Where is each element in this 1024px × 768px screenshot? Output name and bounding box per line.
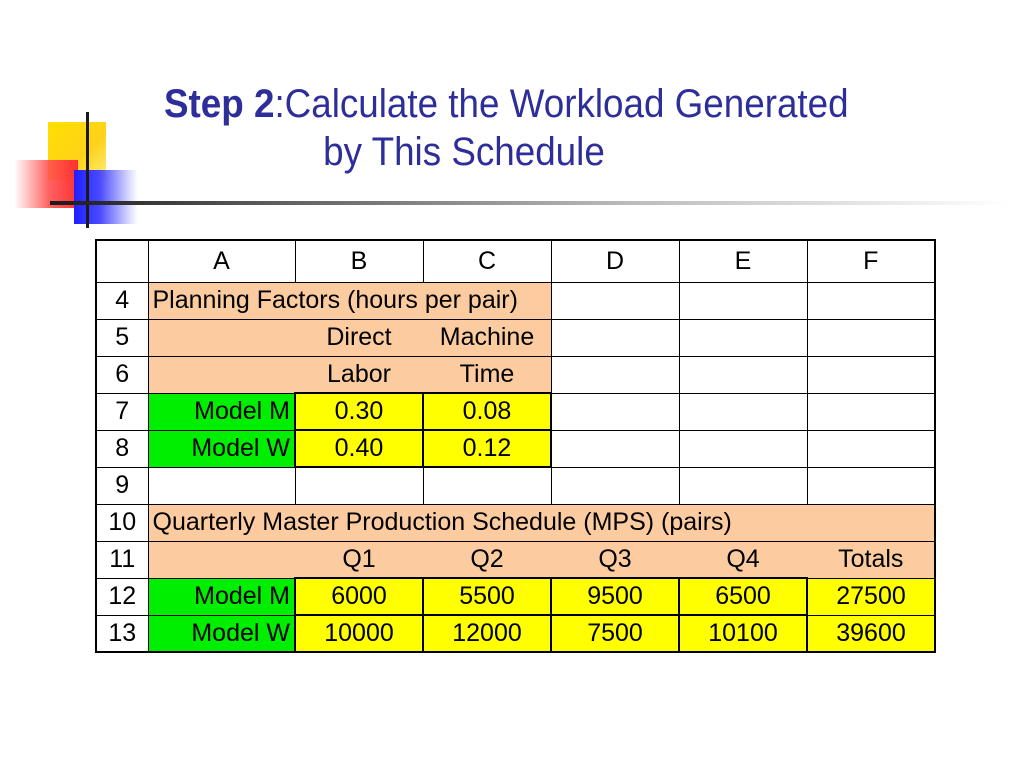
cell-b13[interactable]: 10000 <box>295 615 423 652</box>
cell-e8[interactable] <box>679 430 807 467</box>
cell-e5[interactable] <box>679 319 807 356</box>
table-row <box>96 282 935 319</box>
row-header[interactable]: 8 <box>96 430 148 467</box>
cell-e12[interactable]: 6500 <box>679 578 807 615</box>
cell-a10[interactable]: Quarterly Master Production Schedule (MPS) (pairs) <box>148 504 935 541</box>
cell-b6[interactable]: Labor <box>295 356 423 393</box>
row-header[interactable]: 13 <box>96 615 148 652</box>
cell-d12[interactable]: 9500 <box>551 578 679 615</box>
column-header-b[interactable]: B <box>295 240 423 282</box>
cell-b12[interactable]: 6000 <box>295 578 423 615</box>
cell-a12[interactable]: Model M <box>148 578 295 615</box>
cell-f8[interactable] <box>807 430 935 467</box>
title-divider-line <box>50 201 1010 205</box>
column-header-f[interactable]: F <box>807 240 935 282</box>
cell-e7[interactable] <box>679 393 807 430</box>
table-row <box>96 356 935 393</box>
table-row <box>96 615 935 652</box>
column-header-e[interactable]: E <box>679 240 807 282</box>
table-row <box>96 578 935 615</box>
cell-a13[interactable]: Model W <box>148 615 295 652</box>
cell-e11[interactable]: Q4 <box>679 541 807 578</box>
cell-a9[interactable] <box>148 467 295 504</box>
cell-b9[interactable] <box>295 467 423 504</box>
column-header-row <box>96 240 935 282</box>
cell-c7[interactable]: 0.08 <box>423 393 551 430</box>
cell-a4[interactable]: Planning Factors (hours per pair) <box>148 282 551 319</box>
cell-e13[interactable]: 10100 <box>679 615 807 652</box>
cell-c13[interactable]: 12000 <box>423 615 551 652</box>
slide-title <box>164 80 946 176</box>
row-header[interactable]: 9 <box>96 467 148 504</box>
row-header[interactable]: 10 <box>96 504 148 541</box>
column-header-d[interactable]: D <box>551 240 679 282</box>
cell-f12[interactable]: 27500 <box>807 578 935 615</box>
cell-a7[interactable]: Model M <box>148 393 295 430</box>
spreadsheet-table <box>95 239 936 653</box>
cell-d4[interactable] <box>551 282 679 319</box>
row-header[interactable]: 7 <box>96 393 148 430</box>
table-row <box>96 504 935 541</box>
table-row <box>96 467 935 504</box>
table-row <box>96 393 935 430</box>
cell-b5[interactable]: Direct <box>295 319 423 356</box>
cell-c12[interactable]: 5500 <box>423 578 551 615</box>
decor-blue-square <box>74 170 138 224</box>
cell-f13[interactable]: 39600 <box>807 615 935 652</box>
row-header[interactable]: 6 <box>96 356 148 393</box>
decor-vertical-line <box>86 112 89 228</box>
cell-f5[interactable] <box>807 319 935 356</box>
cell-d7[interactable] <box>551 393 679 430</box>
cell-c5[interactable]: Machine <box>423 319 551 356</box>
table-row <box>96 319 935 356</box>
cell-f4[interactable] <box>807 282 935 319</box>
cell-b11[interactable]: Q1 <box>295 541 423 578</box>
cell-a8[interactable]: Model W <box>148 430 295 467</box>
row-header[interactable]: 11 <box>96 541 148 578</box>
cell-c11[interactable]: Q2 <box>423 541 551 578</box>
title-text-line2: by This Schedule <box>323 130 605 174</box>
cell-d13[interactable]: 7500 <box>551 615 679 652</box>
cell-d5[interactable] <box>551 319 679 356</box>
cell-d11[interactable]: Q3 <box>551 541 679 578</box>
table-row <box>96 541 935 578</box>
cell-a6[interactable] <box>148 356 295 393</box>
cell-c8[interactable]: 0.12 <box>423 430 551 467</box>
row-header[interactable]: 5 <box>96 319 148 356</box>
row-header[interactable]: 4 <box>96 282 148 319</box>
table-row <box>96 430 935 467</box>
cell-b7[interactable]: 0.30 <box>295 393 423 430</box>
column-header-c[interactable]: C <box>423 240 551 282</box>
cell-b8[interactable]: 0.40 <box>295 430 423 467</box>
cell-d9[interactable] <box>551 467 679 504</box>
cell-d8[interactable] <box>551 430 679 467</box>
cell-f9[interactable] <box>807 467 935 504</box>
cell-e6[interactable] <box>679 356 807 393</box>
corner-cell[interactable] <box>96 240 148 282</box>
row-header[interactable]: 12 <box>96 578 148 615</box>
column-header-a[interactable]: A <box>148 240 295 282</box>
cell-a5[interactable] <box>148 319 295 356</box>
cell-e4[interactable] <box>679 282 807 319</box>
cell-c6[interactable]: Time <box>423 356 551 393</box>
cell-a11[interactable] <box>148 541 295 578</box>
title-text: :Calculate the Workload Generated <box>274 82 849 126</box>
cell-c9[interactable] <box>423 467 551 504</box>
cell-d6[interactable] <box>551 356 679 393</box>
title-step-label: Step 2 <box>164 82 275 126</box>
cell-f11[interactable]: Totals <box>807 541 935 578</box>
cell-e9[interactable] <box>679 467 807 504</box>
cell-f7[interactable] <box>807 393 935 430</box>
cell-f6[interactable] <box>807 356 935 393</box>
